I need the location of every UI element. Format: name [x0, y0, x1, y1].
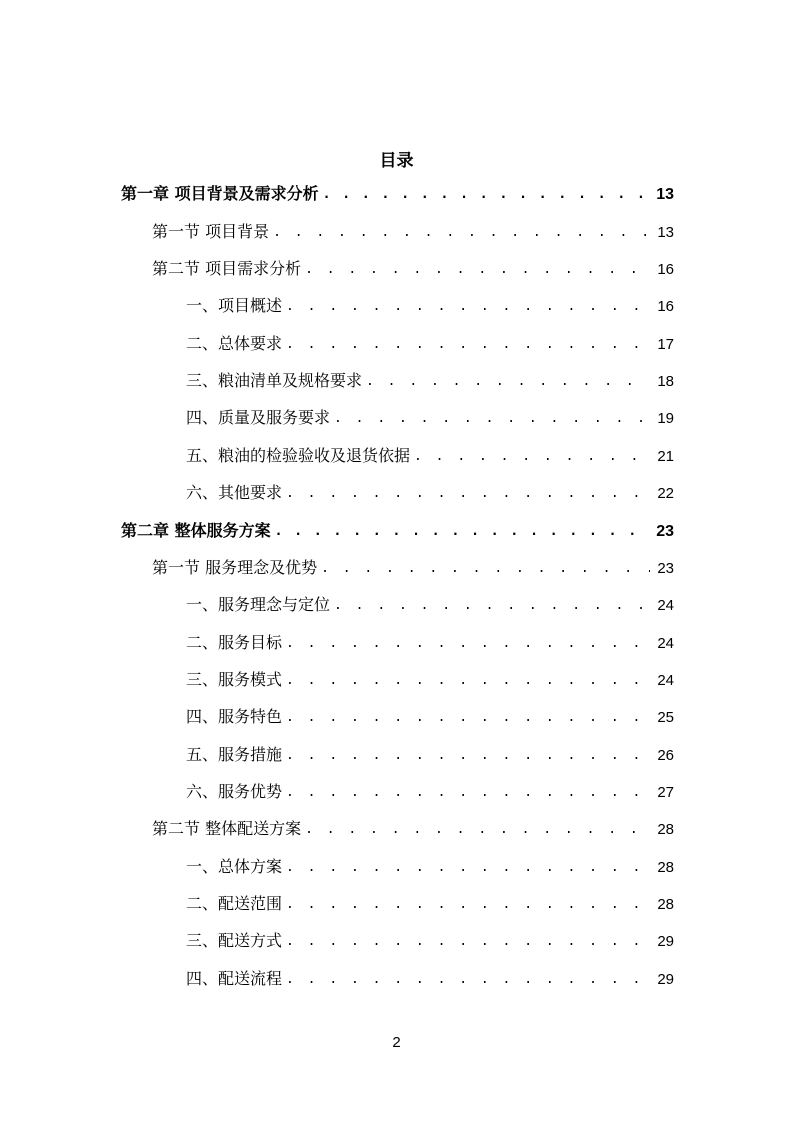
toc-entry-page: 18 [657, 373, 674, 390]
toc-leader-dots [321, 556, 650, 582]
toc-leader-dots [286, 332, 650, 358]
toc-entry-label: 二、配送范围 [186, 894, 283, 913]
toc-entry[interactable] [186, 630, 674, 656]
toc-entry-label: 四、质量及服务要求 [186, 408, 331, 427]
toc-entry-label: 第二节 整体配送方案 [152, 819, 302, 838]
toc-entry-label: 第一节 项目背景 [152, 222, 270, 241]
toc-entry-page: 13 [656, 186, 674, 203]
toc-entry-label: 三、配送方式 [186, 931, 283, 950]
toc-leader-dots [273, 220, 650, 246]
toc-entry-page: 26 [657, 747, 674, 764]
toc-entry-page: 28 [657, 859, 674, 876]
toc-entry-page: 13 [657, 224, 674, 241]
toc-leader-dots [334, 593, 650, 619]
toc-entry-label: 一、项目概述 [186, 296, 283, 315]
toc-entry-label: 四、配送流程 [186, 969, 283, 988]
toc-entry-label: 六、服务优势 [186, 782, 283, 801]
toc-entry[interactable] [186, 293, 674, 319]
toc-entry[interactable] [186, 480, 674, 506]
toc-entry[interactable] [186, 966, 674, 992]
toc-leader-dots [286, 967, 650, 993]
toc-entry[interactable] [121, 181, 674, 207]
page-number: 2 [392, 1034, 401, 1051]
toc-leader-dots [286, 780, 650, 806]
toc-entry-label: 二、总体要求 [186, 334, 283, 353]
toc-leader-dots [286, 631, 650, 657]
toc-entry[interactable] [152, 555, 674, 581]
toc-entry-page: 24 [657, 672, 674, 689]
toc-entry[interactable] [186, 592, 674, 618]
toc-entry-label: 三、服务模式 [186, 670, 283, 689]
toc-entry-label: 一、服务理念与定位 [186, 595, 331, 614]
toc-entry[interactable] [186, 854, 674, 880]
toc-entry-label: 二、服务目标 [186, 633, 283, 652]
toc-leader-dots [286, 855, 650, 881]
toc-entry[interactable] [186, 667, 674, 693]
toc-entry[interactable] [152, 219, 674, 245]
toc-entry-page: 24 [657, 635, 674, 652]
toc-leader-dots [286, 294, 650, 320]
toc-entry-page: 29 [657, 933, 674, 950]
toc-leader-dots [305, 817, 650, 843]
toc-entry-page: 27 [657, 784, 674, 801]
toc-leader-dots [286, 668, 650, 694]
toc-entry[interactable] [186, 443, 674, 469]
toc-entry-label: 五、粮油的检验验收及退货依据 [186, 446, 411, 465]
toc-entry-page: 28 [657, 821, 674, 838]
toc-entry-page: 19 [657, 410, 674, 427]
toc-leader-dots [334, 406, 650, 432]
toc-entry-page: 29 [657, 971, 674, 988]
toc-leader-dots [275, 519, 650, 545]
toc-entry-page: 17 [657, 336, 674, 353]
toc-entry-page: 22 [657, 485, 674, 502]
toc-leader-dots [305, 257, 650, 283]
toc-entry[interactable] [186, 704, 674, 730]
toc-entry[interactable] [186, 928, 674, 954]
toc-entry-page: 23 [656, 523, 674, 540]
toc-entry-page: 16 [657, 261, 674, 278]
toc-leader-dots [323, 182, 650, 208]
toc-entry-label: 第一章 项目背景及需求分析 [121, 184, 319, 203]
toc-entry-label: 第一节 服务理念及优势 [152, 558, 318, 577]
toc-entry-page: 28 [657, 896, 674, 913]
toc-leader-dots [366, 369, 650, 395]
toc-leader-dots [414, 444, 650, 470]
toc-entry-label: 三、粮油清单及规格要求 [186, 371, 363, 390]
toc-leader-dots [286, 892, 650, 918]
toc-entry[interactable] [186, 891, 674, 917]
toc-entry[interactable] [186, 742, 674, 768]
toc-entry-label: 四、服务特色 [186, 707, 283, 726]
toc-entry-label: 第二章 整体服务方案 [121, 521, 271, 540]
toc-entry-page: 25 [657, 709, 674, 726]
toc-entry[interactable] [152, 256, 674, 282]
toc-entry[interactable] [186, 405, 674, 431]
toc-entry-label: 一、总体方案 [186, 857, 283, 876]
toc-entry[interactable] [186, 331, 674, 357]
toc-leader-dots [286, 705, 650, 731]
toc-entry-page: 24 [657, 597, 674, 614]
toc-entry[interactable] [186, 779, 674, 805]
toc-leader-dots [286, 743, 650, 769]
toc-entry[interactable] [152, 816, 674, 842]
toc-entry-label: 第二节 项目需求分析 [152, 259, 302, 278]
toc-entry-page: 16 [657, 298, 674, 315]
toc-entry[interactable] [121, 518, 674, 544]
toc-entry[interactable] [186, 368, 674, 394]
toc-entry-page: 21 [657, 448, 674, 465]
toc-leader-dots [286, 929, 650, 955]
toc-entry-label: 六、其他要求 [186, 483, 283, 502]
toc-title: 目录 [379, 151, 414, 171]
toc-entry-page: 23 [657, 560, 674, 577]
toc-entry-label: 五、服务措施 [186, 745, 283, 764]
toc-leader-dots [286, 481, 650, 507]
